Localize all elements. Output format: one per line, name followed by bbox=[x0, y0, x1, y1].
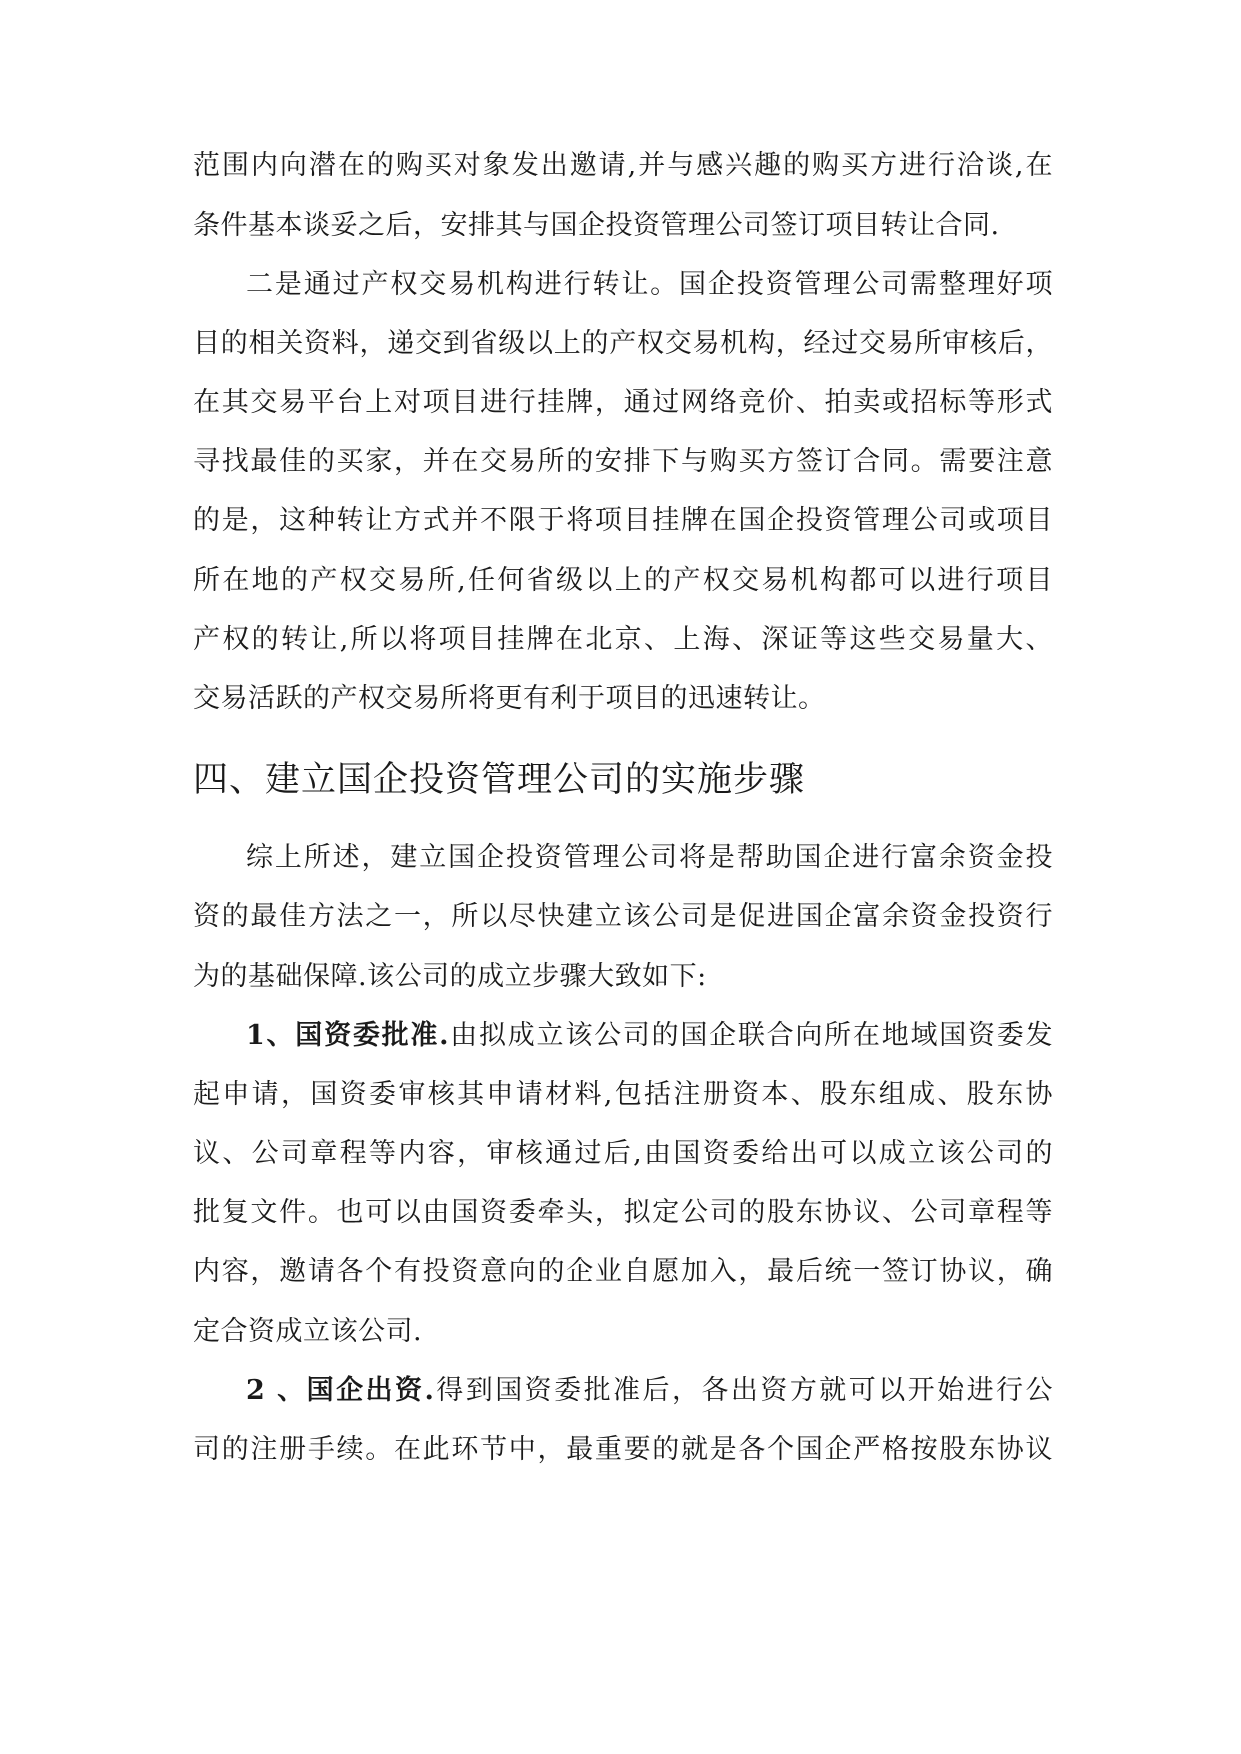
step2-line-2: 司的注册手续。在此环节中，最重要的就是各个国企严格按股东协议 bbox=[193, 1434, 1053, 1465]
step1-lead: 1、国资委批准. bbox=[246, 1020, 450, 1051]
step1-line-3: 议、公司章程等内容，审核通过后,由国资委给出可以成立该公司的 bbox=[193, 1138, 1053, 1169]
para2-line-2: 目的相关资料，递交到省级以上的产权交易机构，经过交易所审核后， bbox=[193, 328, 1053, 359]
para3-line-2: 资的最佳方法之一，所以尽快建立该公司是促进国企富余资金投资行 bbox=[193, 901, 1053, 932]
para2-line-6: 所在地的产权交易所,任何省级以上的产权交易机构都可以进行项目 bbox=[193, 565, 1053, 596]
para2-line-3: 在其交易平台上对项目进行挂牌，通过网络竞价、拍卖或招标等形式 bbox=[193, 387, 1053, 418]
step1-line-2: 起申请，国资委审核其申请材料,包括注册资本、股东组成、股东协 bbox=[193, 1079, 1053, 1110]
step1-line-4: 批复文件。也可以由国资委牵头，拟定公司的股东协议、公司章程等 bbox=[193, 1197, 1053, 1228]
step1-first-line-rest: 由拟成立该公司的国企联合向所在地域国资委发 bbox=[449, 1020, 1053, 1051]
para3-line-3: 为的基础保障.该公司的成立步骤大致如下: bbox=[193, 961, 707, 992]
para2-line-1: 二是通过产权交易机构进行转让。国企投资管理公司需整理好项 bbox=[246, 269, 1053, 300]
para2-line-7: 产权的转让,所以将项目挂牌在北京、上海、深证等这些交易量大、 bbox=[193, 624, 1053, 655]
para2-line-8: 交易活跃的产权交易所将更有利于项目的迅速转让。 bbox=[193, 683, 826, 714]
para1-line-2: 条件基本谈妥之后，安排其与国企投资管理公司签订项目转让合同. bbox=[193, 210, 1000, 241]
step2-lead: 2 、国企出资. bbox=[246, 1375, 435, 1406]
section-heading: 四、建立国企投资管理公司的实施步骤 bbox=[193, 760, 806, 800]
para1-line-1: 范围内向潜在的购买对象发出邀请,并与感兴趣的购买方进行洽谈,在 bbox=[193, 150, 1053, 181]
para2-line-5: 的是，这种转让方式并不限于将项目挂牌在国企投资管理公司或项目 bbox=[193, 505, 1053, 536]
step2-line-1 bbox=[246, 1371, 1053, 1411]
para3-line-1: 综上所述，建立国企投资管理公司将是帮助国企进行富余资金投 bbox=[246, 842, 1053, 873]
step1-line-1 bbox=[246, 1016, 1053, 1056]
para2-line-4: 寻找最佳的买家，并在交易所的安排下与购买方签订合同。需要注意 bbox=[193, 446, 1053, 477]
step1-line-5: 内容，邀请各个有投资意向的企业自愿加入，最后统一签订协议，确 bbox=[193, 1256, 1053, 1287]
step1-line-6: 定合资成立该公司. bbox=[193, 1316, 423, 1347]
step2-first-line-rest: 得到国资委批准后，各出资方就可以开始进行公 bbox=[434, 1375, 1053, 1406]
